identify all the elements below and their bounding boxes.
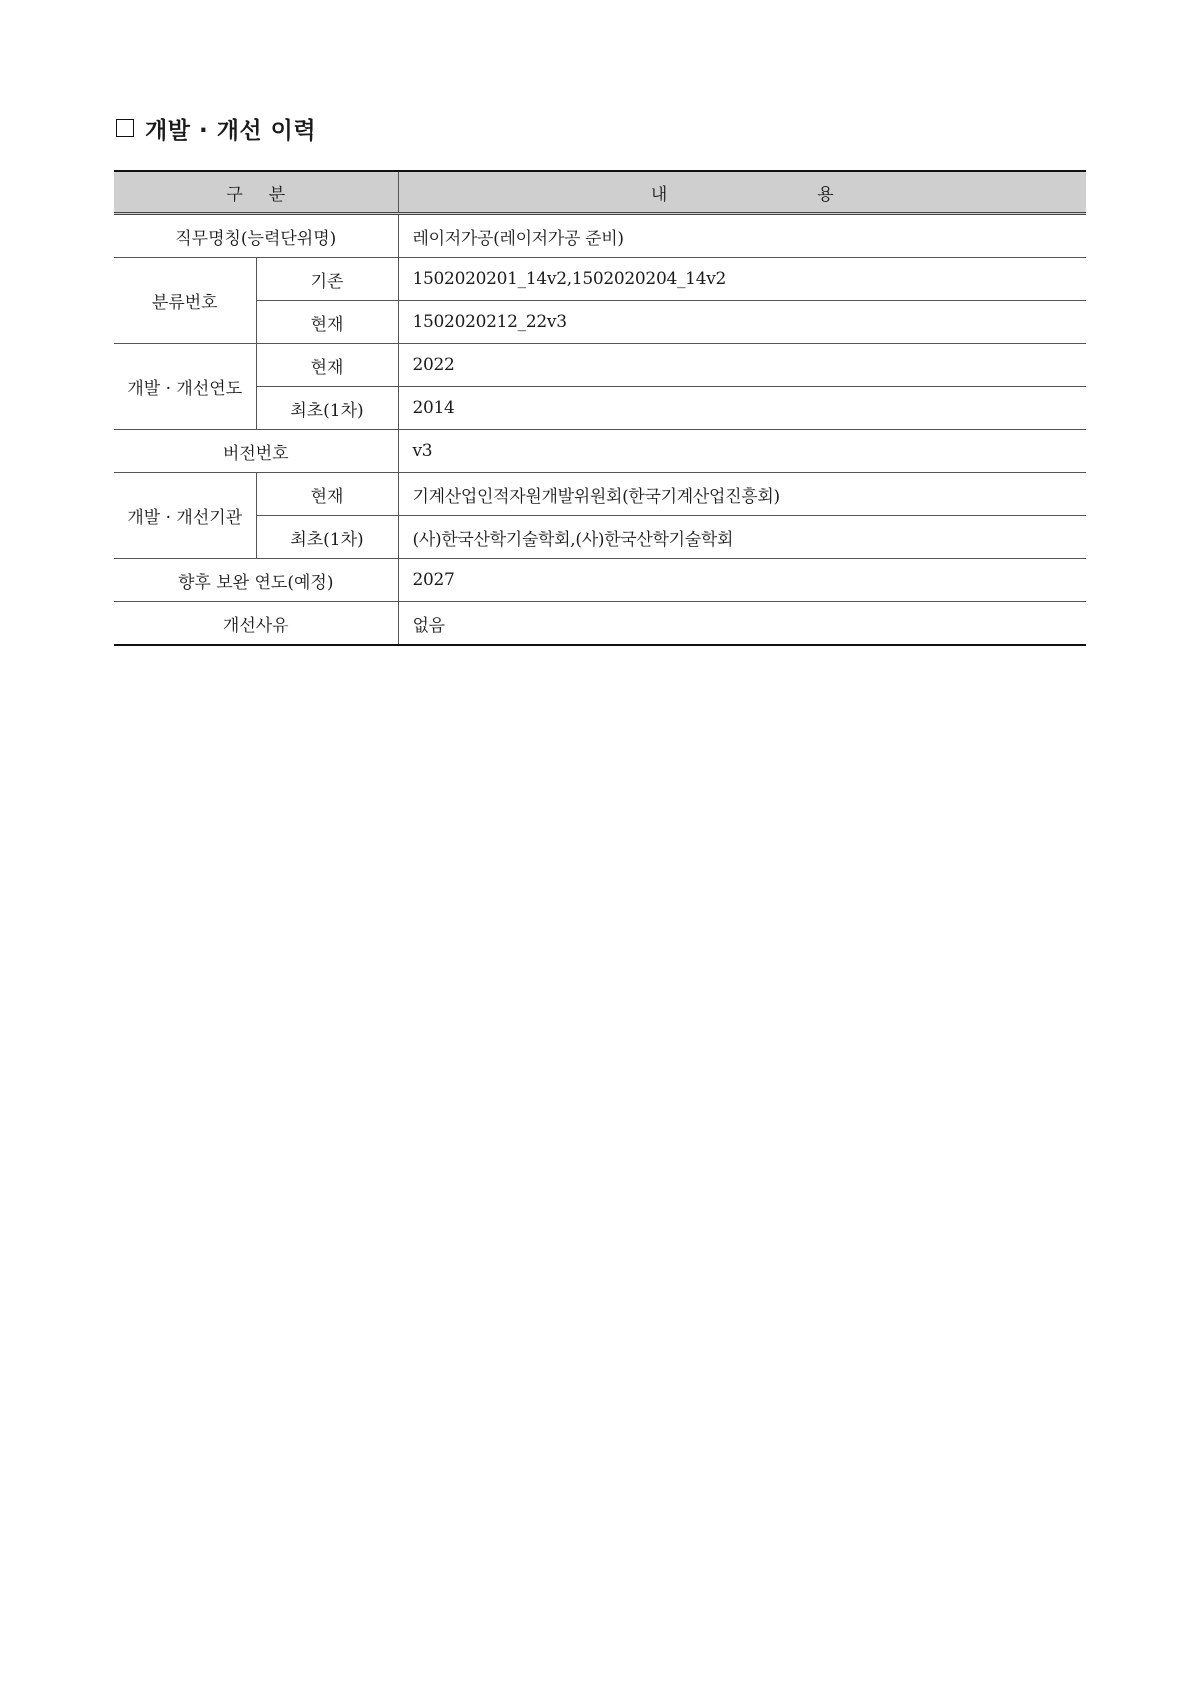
header-category-char: 분 xyxy=(268,184,286,205)
section-title-text: 개발 · 개선 이력 xyxy=(145,117,317,144)
dev-year-first-label: 최초(1차) xyxy=(256,387,398,430)
dev-year-current-label: 현재 xyxy=(256,344,398,387)
next-year-label: 향후 보완 연도(예정) xyxy=(114,559,398,602)
table-row xyxy=(114,430,1086,473)
dev-org-current-value: 기계산업인적자원개발위원회(한국기계산업진흥회) xyxy=(398,473,1086,516)
next-year-value: 2027 xyxy=(398,559,1086,602)
dev-org-first-label: 최초(1차) xyxy=(256,516,398,559)
table-row xyxy=(114,473,1086,516)
dev-year-current-value: 2022 xyxy=(398,344,1086,387)
section-title xyxy=(116,112,316,144)
table-row xyxy=(114,516,1086,559)
table-row xyxy=(114,387,1086,430)
header-content xyxy=(398,171,1086,214)
table-header-row xyxy=(114,171,1086,214)
job-name-value: 레이저가공(레이저가공 준비) xyxy=(398,214,1086,258)
dev-org-label: 개발 · 개선기관 xyxy=(114,473,256,559)
header-content-char: 용 xyxy=(817,184,834,205)
job-name-label: 직무명칭(능력단위명) xyxy=(114,214,398,258)
table-row xyxy=(114,214,1086,258)
classification-label: 분류번호 xyxy=(114,258,256,344)
table-row xyxy=(114,344,1086,387)
header-content-char: 내 xyxy=(650,184,668,205)
version-label: 버전번호 xyxy=(114,430,398,473)
classification-existing-label: 기존 xyxy=(256,258,398,301)
header-category-char: 구 xyxy=(226,184,243,205)
table-row xyxy=(114,258,1086,301)
reason-label: 개선사유 xyxy=(114,602,398,646)
table-row xyxy=(114,602,1086,646)
table-row xyxy=(114,559,1086,602)
dev-org-first-value: (사)한국산학기술학회,(사)한국산학기술학회 xyxy=(398,516,1086,559)
reason-value: 없음 xyxy=(398,602,1086,646)
classification-existing-value: 1502020201_14v2,1502020204_14v2 xyxy=(398,258,1086,301)
dev-year-first-value: 2014 xyxy=(398,387,1086,430)
dev-org-current-label: 현재 xyxy=(256,473,398,516)
classification-current-label: 현재 xyxy=(256,301,398,344)
header-category xyxy=(114,171,398,214)
development-history-table xyxy=(114,170,1086,646)
checkbox-square-icon xyxy=(116,119,134,137)
version-value: v3 xyxy=(398,430,1086,473)
dev-year-label: 개발 · 개선연도 xyxy=(114,344,256,430)
table-row xyxy=(114,301,1086,344)
classification-current-value: 1502020212_22v3 xyxy=(398,301,1086,344)
